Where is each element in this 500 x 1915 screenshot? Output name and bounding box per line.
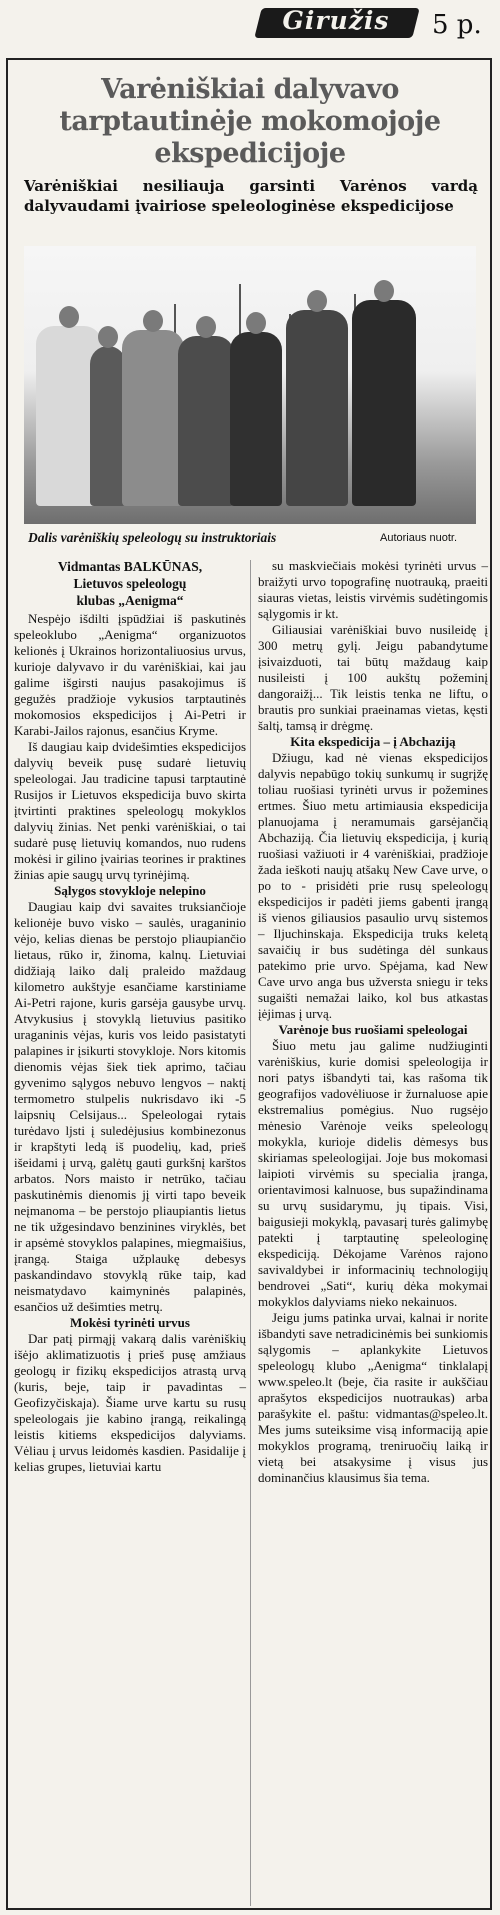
paragraph: Jeigu jums patinka urvai, kalnai ir norite išbandyti save netradicinėmis bei sunkiomis sąlygomis – aplankykite Lietuvos speleologų klubo „Aenigma“ tinklalapį www.speleo.lt (beje, čia rasite ir aukščiau aprašytos ekspedicijos nuotraukas) arba parašykite el. paštu: vidmantas@speleo.lt. Mes jums suteiksime visą informaciją apie mokyklos programą, treniruočių laiką ir vietą bei atsakysime į visus jus dominančius klausimus šia tema. (258, 1310, 488, 1485)
article-headline: Varėniškiai dalyvavo tarptautinėje mokomojoje ekspedicijoje (59, 74, 441, 169)
person-figure (352, 300, 416, 506)
person-figure (90, 346, 126, 506)
page-number: 5 p. (432, 10, 482, 40)
paragraph: su maskviečiais mokėsi tyrinėti urvus – braižyti urvo topografinę nuotrauką, praeiti siauras vietas, leistis virvėmis sudėtingomis sąlygomis ir kt. (258, 558, 488, 621)
article-subheadline: Varėniškiai nesiliauja garsinti Varėnos vardą dalyvaudami įvairiose speleologinėse ekspedicijose (24, 177, 478, 215)
author-name: Vidmantas BALKŪNAS, (57, 559, 203, 574)
section-heading: Varėnoje bus ruošiami speleologai (278, 1022, 468, 1037)
person-figure (178, 336, 234, 506)
column-divider (250, 560, 251, 1906)
section-heading: Sąlygos stovykloje nelepino (54, 883, 206, 898)
paragraph: Džiugu, kad nė vienas ekspedicijos dalyvis nepabūgo tokių sunkumų ir sugrįžę toliau ruošiasi tyrinėti urvus ir požemines ertmes. Šiuo metu artimiausia ekspedicija planuojama į neramumais garsėjančią Abchaziją. Čia lietuvių ekspedicija, į kurią ruošiasi važiuoti ir 4 varėniškiai, pradžioje žada ieškoti naujų atšakų New Cave urve, o po to - prisidėti prie rusų speleologų ekspedicijos ir padėti jiems gabenti įrangą iš vienos giliausios pasaulio urvų sistemos – Iljuchinskaja. Ekspedicija truks keletą savaičių ir bus sudėtinga dėl sunkaus patekimo prie urvo. Spėjama, kad New Cave urvo anga bus užversta sniegu ir teks sugaišti nemažai laiko, kol bus atkastas įėjimas į urvą. (258, 750, 488, 1021)
person-figure (286, 310, 348, 506)
paragraph: Nespėjo išdilti įspūdžiai iš paskutinės speleoklubo „Aenigma“ organizuotos kelionės į Ukrainos horizontaliuosius urvus, kurioje dalyvavo ir du varėniškiai, kai jau galime išgirsti naujus pasakojimus iš gegužės pradžioje vykusios tarptautinės mokomosios ekspedicijos į Ai-Petri ir Karabi-Jailos rajonus, esančius Kryme. (14, 611, 246, 738)
person-figure (122, 330, 184, 506)
section-heading: Kita ekspedicija – į Abchaziją (290, 734, 456, 749)
column-1-body (14, 611, 246, 1475)
section-heading: Mokėsi tyrinėti urvus (70, 1315, 190, 1330)
paragraph: Dar patį pirmąjį vakarą dalis varėniškių išėjo aklimatizuotis į prieš pusę amžiaus geologų ir fizikų ekspedicijos atrastą urvą (kuris, beje, taip ir pavadintas – Geofizyčiskaja). Šiame urve kartu su rusų speleologais jie kabino įrangą, reikalingą leistis kitiems ekspedicijos dalyviams. Vėliau į urvus leidomės kasdien. Pasidalije į kelias grupes, lietuviai kartu (14, 1331, 246, 1474)
paragraph: Daugiau kaip dvi savaites truksiančioje kelionėje buvo visko – saulės, uraganinio vėjo, kelias dienas be perstojo pliaupiančio lietaus, rūko ir, žinoma, kalnų. Lietuviai didžiają laiko dalį praleido maždaug kilometro aukštyje esančiame karstiniame Ai-Petri rajone, kuris garsėja gausybe urvų. Atvykusius į stovyklą lietuvius pasitiko uraganinis vėjas, kuris vos leido pasistatyti palapines ir įsikurti stovykloje. Nors kitomis dienomis vėjas šiek tiek aprimo, tačiau gyvenimo sąlygos nebuvo lengvos – naktį termometro stulpelis nukrisdavo iki -5 laipsnių Celsijaus... Speleologai rytais turėdavo ljsti į suledėjusius kombinezonus ir krapštyti ledą iš puodelių, kad, prieš išeidami į urvą, galėtų gauti gurkšnį karštos arbatos. Nors maisto ir netrūko, tačiau paskutinėmis dienomis jį virti tapo beveik neįmanoma – be perstojo pliaupiantis lietus ne tik užgesindavo benzinines viryklės, bet ir apsėmė stovyklos palapines, miegmaišius, įrangą. Staiga užplaukę debesys paskandindavo stovyklą rūke taip, kad neismatydavo kaimyninės palapinės, esančios už dešimties metrų. (14, 899, 246, 1314)
person-figure (230, 332, 282, 506)
masthead-title: Giružis (282, 6, 390, 35)
paragraph: Giliausiai varėniškiai buvo nusileidę į 300 metrų gylį. Jeigu pabandytume įsivaizduoti, tai būtų maždaug kaip nusileisti į 100 aukštų požeminį dangoraižį... Tik leistis tenka ne liftu, o brautis pro sunkiai praeinamas vietas, kęsti šaltį, tamsą ir drėgmę. (258, 622, 488, 733)
article-column-1 (14, 558, 246, 1475)
article-column-2 (258, 558, 488, 1486)
paragraph: Iš daugiau kaip dvidešimties ekspedicijos dalyvių beveik pusę sudarė lietuvių speleologai. Jau tradicine tapusi tarptautinė Rusijos ir Lietuvos ekspedicija buvo skirta įtvirtinti praktines speleologų mokyklos dalyvių žinias. Net penki varėniškiai, o tai sudarė pusę lietuvių komandos, nuo rudens mokėsi ir gilino įvairias teorines ir praktines žinias apie saugų urvų tyrinėjimą. (14, 739, 246, 882)
author-org: klubas „Aenigma“ (76, 593, 184, 608)
byline (14, 558, 246, 609)
paragraph: Šiuo metu jau galime nudžiuginti varėniškius, kurie domisi speleologija ir nori patys išbandyti tai, kas rašoma tik geografijos vadovėliuose ir žurnaluose apie ekstremalius pomėgius. Nuo rugsėjo mėnesio Varėnoje veiks speleologų mokykla, kurioje didelis dėmesys bus skiriamas speleologijai. Joje bus mokomasi laipioti virvėmis su specialia įranga, orientavimosi kalnuose, bus supažindinama su urvų susidarymu, jų tipais. Visi, baigusieji mokyklą, pavasarį turės galimybę patekti į tarptautinę speleologinę ekspediciją. Dėkojame Varėnos rajono savivaldybei ir informacinių technologijų bendrovei „Sati“, kurių dėka mokymai mokyklos dalyviams nieko nekainuos. (258, 1038, 488, 1309)
author-org: Lietuvos speleologų (73, 576, 187, 591)
photo-credit: Autoriaus nuotr. (380, 532, 458, 544)
page-header (0, 0, 500, 56)
photo-caption: Dalis varėniškių speleologų su instruktoriais (28, 530, 277, 545)
column-2-body (258, 558, 488, 1486)
group-photo (24, 246, 476, 524)
